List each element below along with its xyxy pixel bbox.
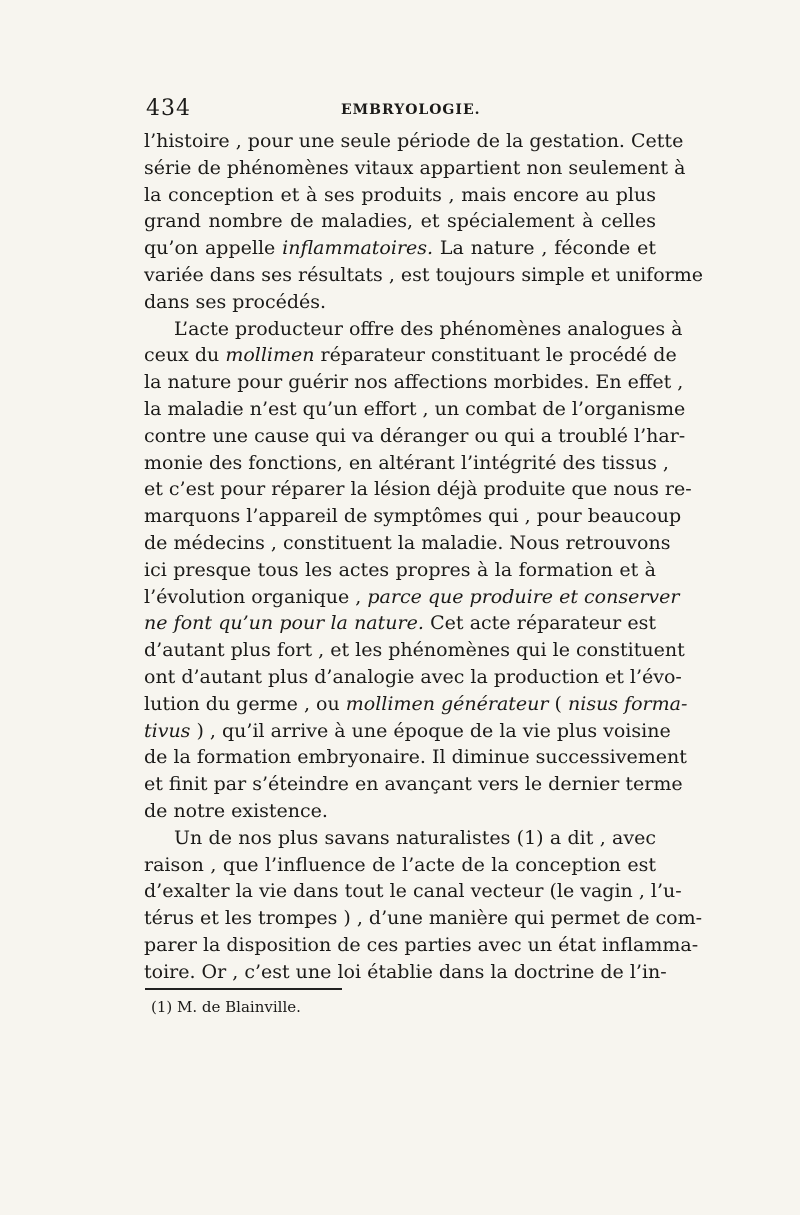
text-span: toire. Or , c’est une loi établie dans la doctrine de l’in-	[144, 960, 667, 983]
text-span: raison , que l’influence de l’acte de la conception est	[144, 853, 656, 876]
text-line	[144, 342, 677, 369]
text-line	[144, 530, 671, 557]
text-span: monie des fonctions, en altérant l’intégrité des tissus ,	[144, 451, 669, 474]
italic-text: inflammatoires.	[282, 237, 434, 260]
paragraph	[144, 128, 703, 316]
text-line	[144, 718, 671, 745]
text-span: d’exalter la vie dans tout le canal vecteur (le vagin , l’u-	[144, 880, 682, 903]
text-line	[144, 691, 688, 718]
italic-text: mollimen	[225, 344, 315, 367]
text-span: lution du germe , ou	[144, 692, 346, 715]
text-span: et c’est pour réparer la lésion déjà produite que nous re-	[144, 478, 692, 501]
text-line	[144, 557, 656, 584]
text-span: Un de nos plus savans naturalistes (1) a dit , avec	[174, 826, 656, 849]
page-number: 434	[146, 96, 191, 121]
text-span: l’évolution organique ,	[144, 585, 368, 608]
text-span: de notre existence.	[144, 799, 328, 822]
text-span: ici presque tous les actes propres à la formation et à	[144, 558, 656, 581]
text-span: de la formation embryonaire. Il diminue successivement	[144, 746, 687, 769]
text-span: ) , qu’il arrive à une époque de la vie plus voisine	[190, 719, 671, 742]
italic-text: parce que produire et conserver	[367, 585, 680, 608]
text-line	[144, 664, 682, 691]
text-line	[144, 182, 656, 209]
text-line	[144, 584, 680, 611]
page-header	[146, 96, 656, 126]
italic-text: nisus forma-	[568, 692, 688, 715]
text-line	[144, 637, 685, 664]
text-span: La nature , féconde et	[433, 237, 656, 260]
text-span: ont d’autant plus d’analogie avec la production et l’évo-	[144, 665, 682, 688]
text-line	[144, 128, 684, 155]
text-line	[144, 744, 687, 771]
text-line	[144, 503, 682, 530]
text-span: dans ses procédés.	[144, 290, 327, 313]
text-span: qu’on appelle	[144, 237, 283, 260]
text-line	[144, 396, 686, 423]
text-line	[144, 825, 656, 852]
text-line	[144, 450, 669, 477]
text-line	[144, 235, 656, 262]
text-span: l’histoire , pour une seule période de la gestation. Cette	[144, 130, 684, 152]
text-line	[144, 771, 683, 798]
text-span: (	[548, 692, 568, 715]
text-span: parer la disposition de ces parties avec un état inflamma-	[144, 933, 699, 956]
text-span: ceux du	[144, 344, 226, 367]
text-span: réparateur constituant le procédé de	[314, 344, 677, 367]
text-line	[144, 852, 656, 879]
footnote: (1) M. de Blainville.	[151, 998, 301, 1016]
italic-text: tivus	[144, 719, 191, 742]
text-span: de médecins , constituent la maladie. Nous retrouvons	[144, 531, 671, 554]
text-line	[144, 610, 656, 637]
text-span: grand nombre de maladies, et spécialement à celles	[144, 210, 656, 233]
text-span: variée dans ses résultats , est toujours simple et uniforme	[144, 263, 703, 286]
text-line	[144, 878, 682, 905]
paragraph	[144, 316, 692, 825]
text-span: Cet acte réparateur est	[423, 612, 656, 635]
body-text	[144, 128, 703, 986]
italic-text: ne font qu’un pour la nature.	[144, 612, 424, 635]
text-span: et finit par s’éteindre en avançant vers le dernier terme	[144, 773, 683, 796]
footnote-rule	[145, 988, 342, 990]
text-span: d’autant plus fort , et les phénomènes qui le constituent	[144, 639, 685, 662]
text-span: contre une cause qui va déranger ou qui a troublé l’har-	[144, 424, 686, 447]
text-line	[144, 262, 703, 289]
running-title: EMBRYOLOGIE.	[341, 102, 481, 118]
text-line	[144, 476, 692, 503]
text-line	[144, 959, 667, 986]
text-line	[144, 932, 699, 959]
text-line	[144, 369, 684, 396]
text-span: la nature pour guérir nos affections morbides. En effet ,	[144, 371, 684, 394]
text-line	[144, 208, 656, 235]
text-line	[144, 316, 683, 343]
text-span: série de phénomènes vitaux appartient non seulement à	[144, 156, 686, 179]
text-span: la conception et à ses produits , mais encore au plus	[144, 183, 656, 206]
text-span: marquons l’appareil de symptômes qui , pour beaucoup	[144, 505, 682, 528]
paragraph	[144, 825, 703, 986]
text-span: la maladie n’est qu’un effort , un combat de l’organisme	[144, 397, 686, 420]
text-line	[144, 423, 686, 450]
italic-text: mollimen générateur	[345, 692, 549, 715]
text-span: L’acte producteur offre des phénomènes analogues à	[174, 317, 683, 340]
text-line	[144, 289, 656, 316]
text-span: térus et les trompes ) , d’une manière qui permet de com-	[144, 907, 703, 930]
text-line	[144, 798, 656, 825]
text-line	[144, 155, 686, 182]
text-line	[144, 905, 703, 932]
